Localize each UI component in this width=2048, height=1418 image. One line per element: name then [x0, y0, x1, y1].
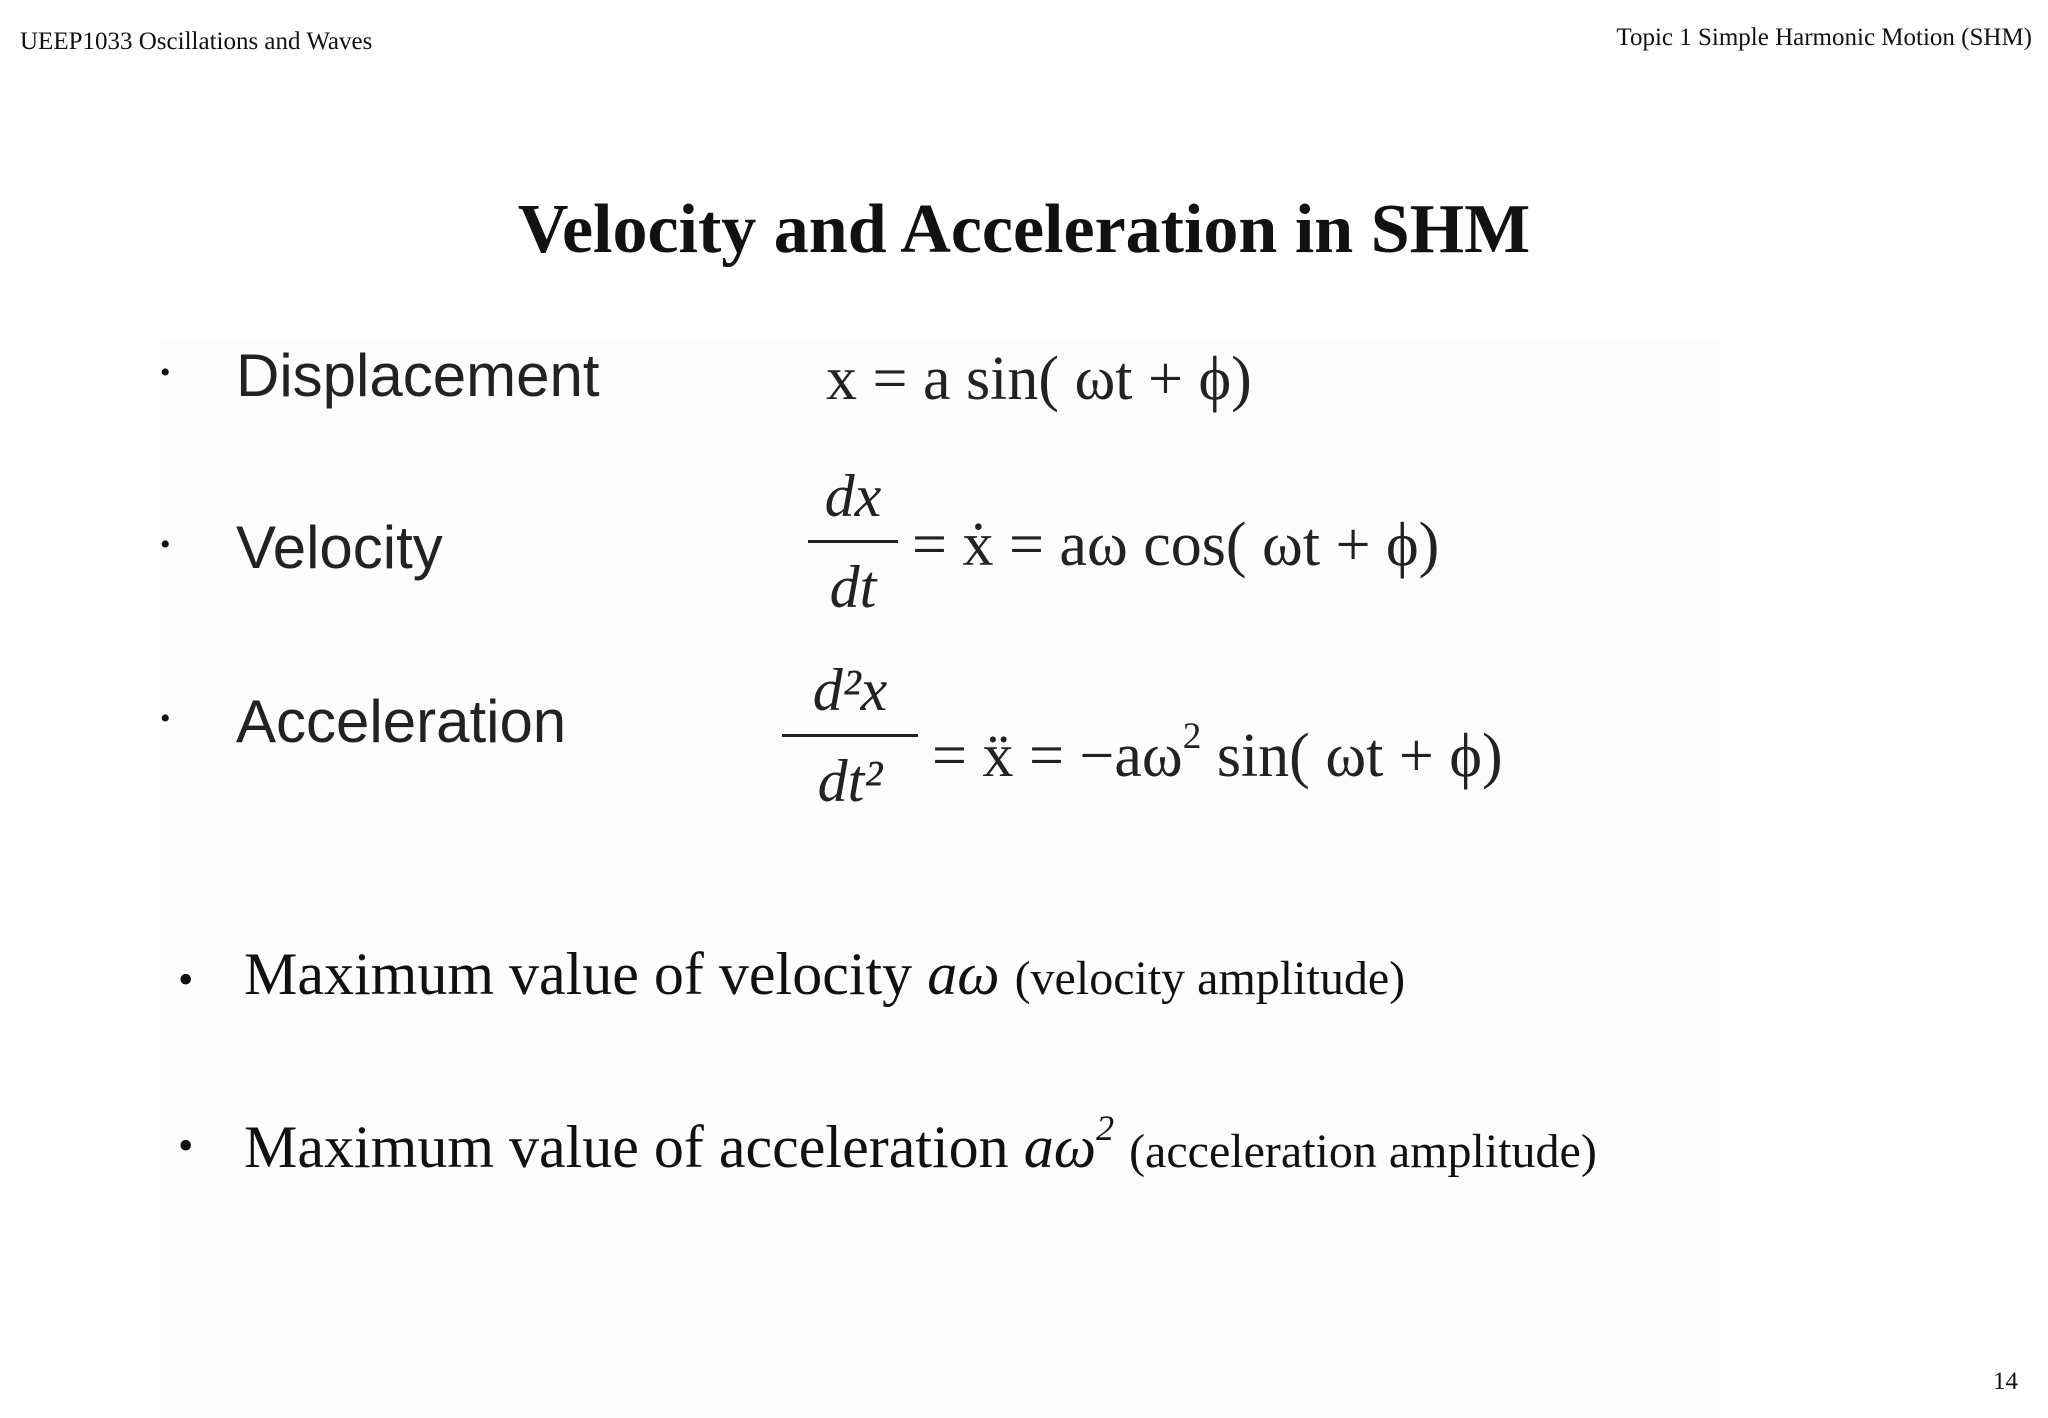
fraction-acceleration — [782, 657, 918, 814]
note-velocity-max-symbol: aω — [927, 941, 1000, 1007]
equation-displacement — [826, 345, 1252, 413]
equation-acceleration-sup: 2 — [1182, 716, 1202, 757]
note-acceleration-max-text: Maximum value of acceleration — [244, 1114, 1024, 1180]
label-acceleration: Acceleration — [236, 688, 567, 755]
note-velocity-max — [244, 941, 1406, 1007]
course-header: UEEP1033 Oscillations and Waves — [20, 28, 373, 55]
note-acceleration-max-symbol: aω — [1023, 1114, 1097, 1180]
bullet-displacement: • — [160, 356, 171, 389]
fraction-velocity-denominator: dt — [829, 554, 877, 620]
equation-velocity: = ẋ = aω cos( ωt + ϕ) — [912, 511, 1440, 579]
label-velocity: Velocity — [236, 514, 443, 581]
note-velocity-max-text: Maximum value of velocity — [244, 941, 928, 1007]
note-acceleration-max-paren: (acceleration amplitude) — [1129, 1125, 1597, 1178]
fraction-velocity — [808, 463, 898, 620]
topic-header: Topic 1 Simple Harmonic Motion (SHM) — [1616, 24, 2032, 51]
fraction-acceleration-bar — [782, 734, 918, 737]
equation-acceleration-post: sin( ωt + ϕ) — [1201, 721, 1503, 790]
slide-title: Velocity and Acceleration in SHM — [517, 191, 1531, 268]
content-panel — [160, 340, 1720, 1418]
note-velocity-max-paren: (velocity amplitude) — [1014, 952, 1406, 1005]
fraction-acceleration-denominator: dt² — [817, 748, 883, 814]
label-displacement: Displacement — [236, 342, 600, 409]
fraction-velocity-bar — [808, 540, 898, 543]
note-acceleration-max — [244, 1108, 1597, 1180]
equation-acceleration-pre: = ẍ = −aω — [932, 721, 1183, 790]
equation-acceleration — [932, 716, 1503, 790]
bullet-velocity-max: • — [178, 955, 194, 1004]
bullet-velocity: • — [160, 528, 171, 561]
fraction-acceleration-numerator: d²x — [812, 657, 888, 723]
equation-displacement-text: x = a sin( ωt + ϕ) — [826, 345, 1252, 413]
page-number: 14 — [1993, 1368, 2018, 1395]
fraction-velocity-numerator: dx — [824, 463, 882, 529]
bullet-acceleration: • — [160, 702, 171, 735]
bullet-acceleration-max: • — [178, 1121, 194, 1170]
note-acceleration-max-sup: 2 — [1096, 1108, 1115, 1148]
